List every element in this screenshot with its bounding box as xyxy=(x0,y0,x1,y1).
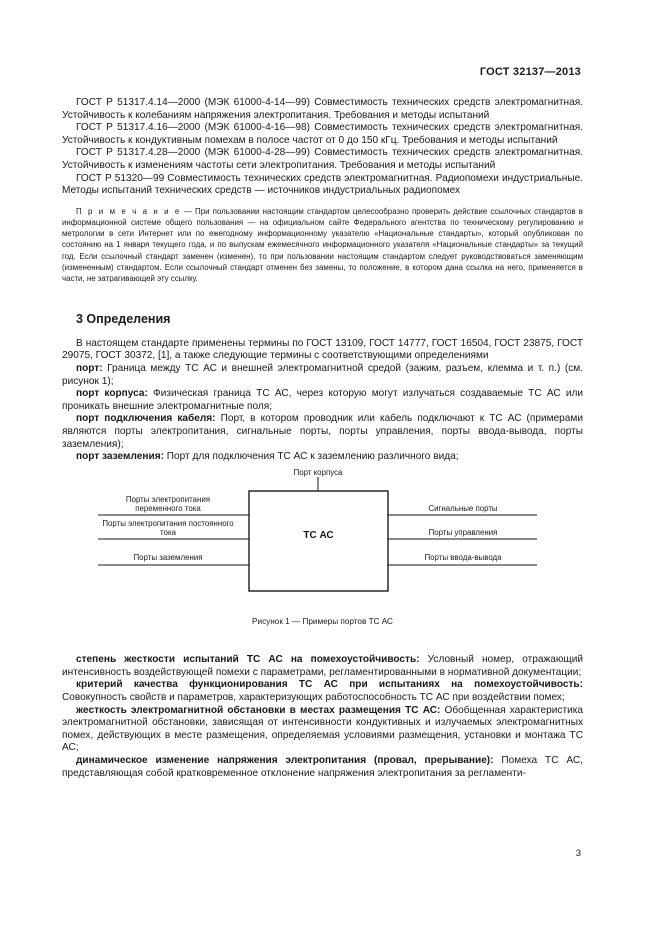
reference-item: ГОСТ Р 51317.4.16—2000 (МЭК 61000-4-16—98) Совместимость технических средств электромагнитная. Устойчивость к кондуктивным помехам в полосе частот от 0 до 150 кГц. Требования и методы испытаний xyxy=(62,122,583,146)
page-content xyxy=(62,97,583,780)
document-code-header: ГОСТ 32137—2013 xyxy=(479,66,581,78)
definition-item xyxy=(62,654,583,679)
definition-item xyxy=(62,705,583,755)
port-label-dc-power: Порты электропитания постоянного тока xyxy=(102,518,234,537)
note-paragraph xyxy=(62,206,583,284)
port-label-control: Порты управления xyxy=(428,527,498,537)
term-definition: Граница между ТС АС и внешней электромагнитной средой (зажим, разъем, клемма и т. п.) (см. рисунок 1); xyxy=(62,362,583,387)
definition-item xyxy=(62,451,583,464)
definition-item xyxy=(62,363,583,388)
term-name: критерий качества функционирования ТС АС при испытаниях на помехоустойчивость: xyxy=(76,679,583,691)
term-name: порт корпуса: xyxy=(76,388,148,400)
reference-item: ГОСТ Р 51317.4.14—2000 (МЭК 61000-4-14—99) Совместимость технических средств электромагнитная. Устойчивость к колебаниям напряжения электропитания. Требования и методы испытаний xyxy=(62,97,583,121)
page-number: 3 xyxy=(575,848,581,859)
term-name: порт: xyxy=(76,362,103,374)
term-definition: Порт для подключения ТС АС к заземлению различного вида; xyxy=(163,451,459,463)
equipment-box xyxy=(249,491,388,591)
ports-figure xyxy=(62,467,583,614)
term-name: жесткость электромагнитной обстановки в местах размещения ТС АС: xyxy=(76,704,441,716)
equipment-label: ТС АС xyxy=(303,529,334,541)
definition-item xyxy=(62,388,583,413)
definition-item xyxy=(62,679,583,704)
port-label-signal: Сигнальные порты xyxy=(428,503,498,513)
reference-item: ГОСТ Р 51317.4.28—2000 (МЭК 61000-4-28—99) Совместимость технических средств электромагнитная. Устойчивость к изменениям частоты сети электропитания. Требования и методы испытаний xyxy=(62,147,583,171)
term-name: динамическое изменение напряжения электропитания (провал, прерывание): xyxy=(76,755,494,767)
section-intro: В настоящем стандарте применены термины по ГОСТ 13109, ГОСТ 14777, ГОСТ 16504, ГОСТ 23875, ГОСТ 29075, ГОСТ 30372, [1], а также следующие термины с соответствующими определениями xyxy=(62,337,583,362)
note-text: — При пользовании настоящим стандартом целесообразно проверить действие ссылочных стандартов в информационной системе общего пользования — на официальном сайте Федерального агентства по техническому регулированию и метрологии в сети Интернет или по ежегодному информационному указателю «Национальные стандарты», который опубликован по состоянию на 1 января текущего года, и по выпускам ежемесячного информационного указателя «Национальные стандарты» за текущий год. Если ссылочный стандарт заменен (изменен), то при пользовании настоящим стандартом следует руководствоваться заменяющим (измененным) стандартом. Если ссылочный стандарт отменен без замены, то положение, в котором дана ссылка на него, применяется в части, не затрагивающей эту ссылку. xyxy=(62,206,583,283)
port-label-io: Порты ввода-вывода xyxy=(424,552,502,562)
definition-item xyxy=(62,755,583,780)
term-name: порт заземления: xyxy=(76,451,164,463)
port-label-earth: Порты заземления xyxy=(133,552,203,562)
term-name: степень жесткости испытаний ТС АС на помехоустойчивость: xyxy=(76,654,420,666)
figure-caption: Рисунок 1 — Примеры портов ТС АС xyxy=(252,616,393,626)
section-heading: 3 Определения xyxy=(76,312,171,327)
note-label: П р и м е ч а н и е xyxy=(76,206,181,216)
term-definition: Физическая граница ТС АС, через которую могут излучаться создаваемые ТС АС или проникать внешние электромагнитные поля; xyxy=(62,388,583,412)
term-definition: Совокупность свойств и параметров, характеризующих работоспособность ТС АС при воздействии помех; xyxy=(62,692,565,704)
port-label-ac-power: Порты электропитания переменного тока xyxy=(125,494,211,513)
term-definition: Обобщенная характеристика электромагнитной обстановки, зависящая от интенсивности кондуктивных и излучаемых электромагнитных помех, действующих в месте размещения, определяемая условиями размещения, установки и монтажа ТС АС; xyxy=(62,704,583,754)
term-definition: Порт, в котором проводник или кабель подключают к ТС АС (примерами являются порты электропитания, сигнальные порты, порты управления, порты ввода-вывода, порты заземления); xyxy=(62,413,583,450)
definition-item xyxy=(62,413,583,451)
term-definition: Помеха ТС АС, представляющая собой кратковременное отклонение напряжения электропитания за регламенти- xyxy=(62,755,583,779)
term-definition: Условный номер, отражающий интенсивность воздействующей помехи с параметрами, регламентированными в нормативной документации; xyxy=(62,654,584,678)
reference-item: ГОСТ Р 51320—99 Совместимость технических средств электромагнитная. Радиопомехи индустриальные. Методы испытаний технических средств — источников индустриальных радиопомех xyxy=(62,172,583,197)
term-name: порт подключения кабеля: xyxy=(76,413,216,425)
enclosure-port-label: Порт корпуса xyxy=(293,467,343,477)
